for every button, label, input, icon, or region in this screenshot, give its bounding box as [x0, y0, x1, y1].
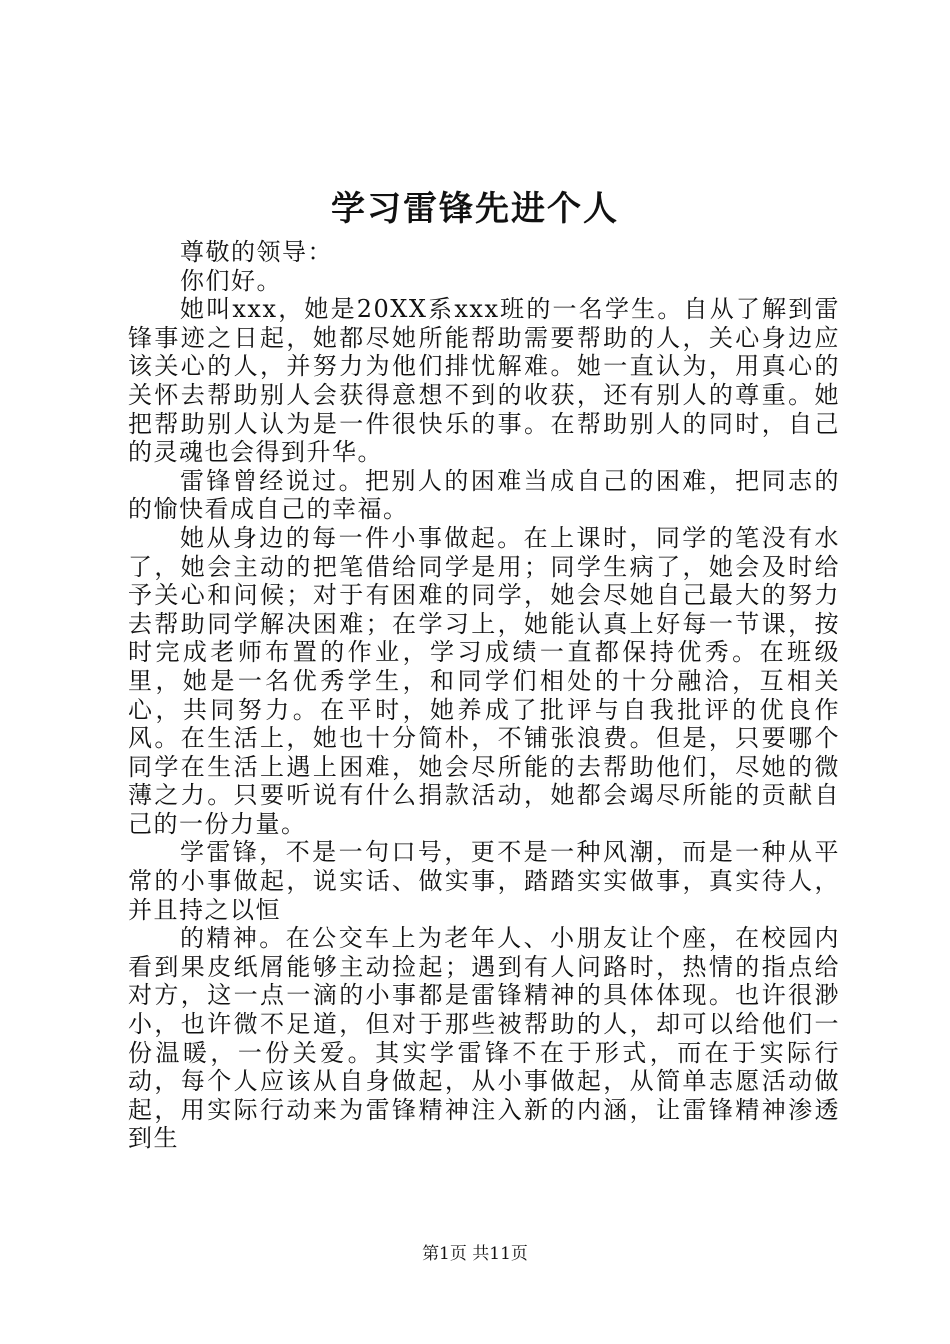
paragraph-3: 她从身边的每一件小事做起。在上课时，同学的笔没有水了，她会主动的把笔借给同学是用；同学生病了，她会及时给予关心和问候；对于有困难的同学，她会尽她自己最大的努力去帮助同学解决困难；在学习上，她能认真上好每一节课，按时完成老师布置的作业，学习成绩一直都保持优秀。在班级里，她是一名优秀学生，和同学们相处的十分融洽，互相关心，共同努力。在平时，她养成了批评与自我批评的优良作风。在生活上，她也十分简朴，不铺张浪费。但是，只要哪个同学在生活上遇上困难，她会尽所能的去帮助他们，尽她的微薄之力。只要听说有什么捐款活动，她都会竭尽所能的贡献自己的一份力量。 [128, 523, 840, 838]
document-body [128, 238, 840, 1153]
page-footer: 第1页 共11页 [422, 1244, 528, 1264]
paragraph-1: 她叫xxx，她是20XX系xxx班的一名学生。自从了解到雷锋事迹之日起，她都尽她所能帮助需要帮助的人，关心身边应该关心的人，并努力为他们排忧解难。她一直认为，用真心的关怀去帮助别人会获得意想不到的收获，还有别人的尊重。她把帮助别人认为是一件很快乐的事。在帮助别人的同时，自己的灵魂也会得到升华。 [128, 295, 840, 467]
salutation: 尊敬的领导： [180, 238, 333, 266]
paragraph-5: 的精神。在公交车上为老年人、小朋友让个座，在校园内看到果皮纸屑能够主动捡起；遇到有人问路时，热情的指点给对方，这一点一滴的小事都是雷锋精神的具体体现。也许很渺小，也许微不足道，但对于那些被帮助的人，却可以给他们一份温暖，一份关爱。其实学雷锋不在于形式，而在于实际行动，每个人应该从自身做起，从小事做起，从简单志愿活动做起，用实际行动来为雷锋精神注入新的内涵，让雷锋精神渗透到生 [128, 924, 840, 1153]
greeting: 你们好。 [180, 266, 282, 295]
paragraph-4: 学雷锋，不是一句口号，更不是一种风潮，而是一种从平常的小事做起，说实话、做实事，踏踏实实做事，真实待人，并且持之以恒 [128, 838, 840, 924]
paragraph-2: 雷锋曾经说过。把别人的困难当成自己的困难，把同志的的愉快看成自己的幸福。 [128, 466, 840, 524]
document-title: 学习雷锋先进个人 [331, 189, 619, 229]
